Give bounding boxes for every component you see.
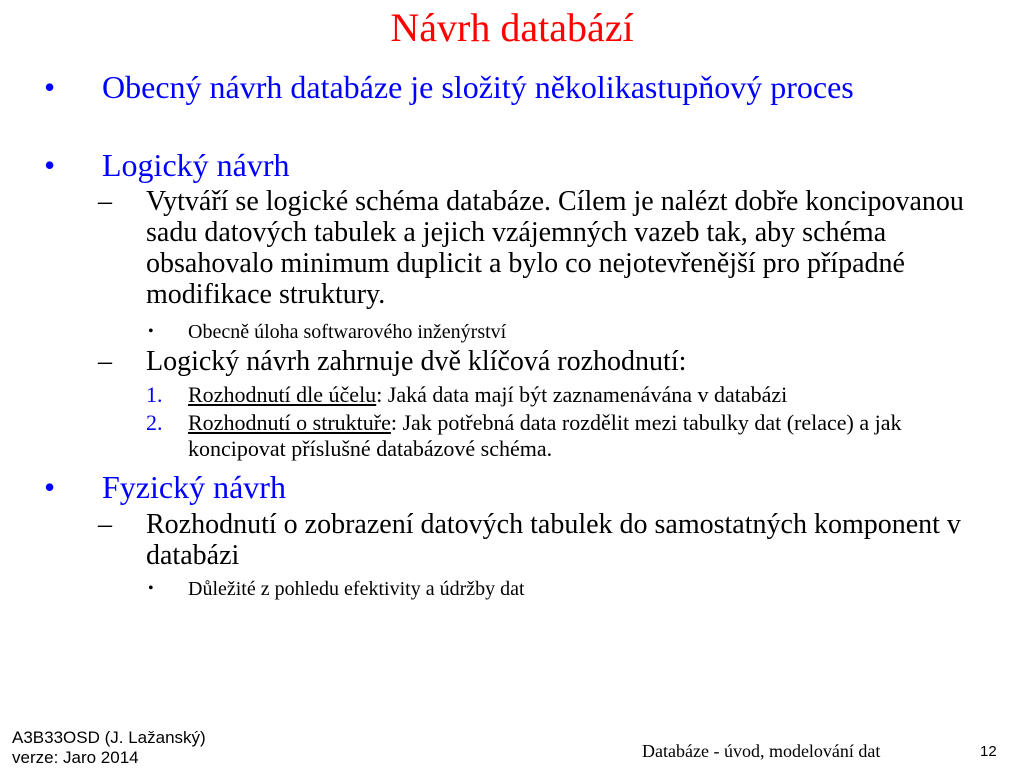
bullet-text: Obecný návrh databáze je složitý několikastupňový proces	[102, 69, 854, 105]
decision-term: Rozhodnutí o struktuře	[188, 410, 391, 435]
dash-marker: –	[98, 186, 112, 217]
sub-item-text: Logický návrh zahrnuje dvě klíčová rozhodnutí:	[146, 346, 687, 377]
footer-course-title: Databáze - úvod, modelování dat	[642, 741, 881, 761]
decision-term: Rozhodnutí dle účelu	[188, 382, 377, 407]
number-marker: 1.	[146, 382, 163, 407]
bullet-marker: •	[44, 69, 56, 105]
decision-description: : Jak potřebná data rozdělit mezi tabulky dat (relace) a jak koncipovat příslušné databázové schéma.	[188, 410, 902, 461]
sub-item-text: Vytváří se logické schéma databáze. Cílem je nalézt dobře koncipovanou sadu datových tabulek a jejich vzájemných vazeb tak, aby schéma obsahovalo minimum duplicit a bylo co nejotevřenější pro případné modifikace struktury.	[146, 186, 964, 310]
bullet-marker: •	[44, 147, 56, 183]
page-number: 12	[980, 743, 997, 760]
number-marker: 2.	[146, 410, 163, 435]
sub-sub-item-text: Obecně úloha softwarového inženýrství	[188, 321, 507, 343]
bullet-marker: •	[148, 323, 154, 340]
dash-marker: –	[98, 509, 112, 540]
footer-author-info	[12, 728, 206, 768]
sub-sub-item-text: Důležité z pohledu efektivity a údržby dat	[188, 578, 525, 600]
decision-description: : Jaká data mají být zaznamenávána v databázi	[376, 382, 788, 407]
numbered-item-text	[188, 382, 978, 408]
dash-marker: –	[98, 346, 112, 377]
footer-author: A3B33OSD (J. Lažanský)	[12, 728, 206, 747]
bullet-text: Logický návrh	[102, 147, 290, 183]
footer-version: verze: Jaro 2014	[12, 748, 139, 767]
bullet-text: Fyzický návrh	[102, 469, 286, 505]
bullet-marker: •	[148, 580, 154, 597]
bullet-marker: •	[44, 469, 56, 505]
sub-item-text: Rozhodnutí o zobrazení datových tabulek do samostatných komponent v databázi	[146, 509, 961, 571]
slide-title: Návrh databází	[390, 5, 634, 50]
numbered-item-text	[188, 410, 978, 462]
